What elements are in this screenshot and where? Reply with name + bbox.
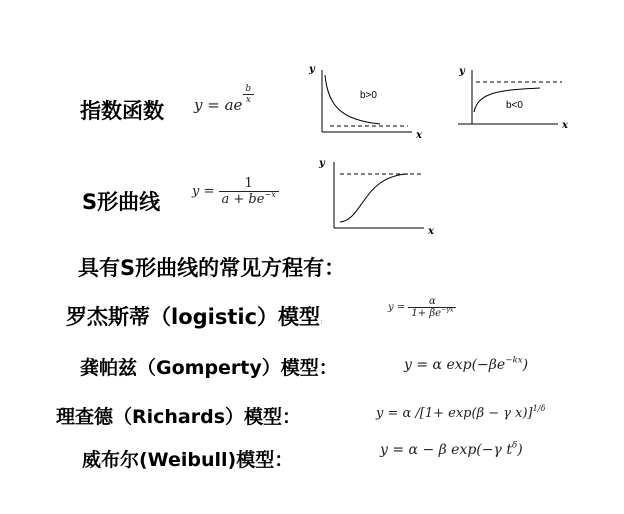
exp-function-formula	[194, 84, 254, 114]
richards-main: y = α /[1+ exp(β − γ x)]	[376, 406, 533, 421]
weibull-tail: )	[517, 442, 523, 458]
s-curve-y-label: y	[319, 158, 325, 169]
s-curve-fraction	[219, 176, 279, 207]
exp-growth-y-label: y	[459, 66, 465, 77]
logistic-den-base: 1+ βe	[411, 308, 442, 319]
richards-exp: 1/δ	[532, 403, 546, 413]
exp-decay-graph	[300, 60, 430, 144]
gompertz-formula	[404, 357, 528, 373]
section-heading: 具有S形曲线的常见方程有：	[78, 256, 346, 280]
exp-growth-x-label: x	[562, 120, 568, 131]
exp-growth-graph	[450, 62, 580, 134]
exp-formula-exponent	[242, 84, 254, 105]
exp-exponent-den: x	[243, 94, 254, 105]
logistic-formula	[388, 296, 456, 319]
weibull-main: y = α − β exp(−γ t	[380, 442, 512, 458]
s-curve-num: 1	[244, 176, 253, 191]
s-curve-den-base: a + be	[221, 192, 265, 207]
exp-decay-annotation: b>0	[360, 90, 377, 101]
logistic-fraction	[408, 296, 456, 319]
logistic-model-label	[66, 301, 326, 331]
exp-growth-annotation: b<0	[506, 100, 523, 111]
s-curve-den-exp: −x	[264, 189, 276, 199]
logistic-model-name: 罗杰斯蒂（logistic）模型	[66, 305, 321, 329]
gompertz-tail: )	[522, 357, 529, 373]
s-curve-den	[219, 191, 279, 207]
gompertz-main: y = α exp(−βe	[404, 357, 506, 373]
s-curve-lhs: y =	[192, 184, 215, 199]
exp-formula-lhs: y = ae	[194, 96, 243, 114]
s-curve-formula	[192, 176, 279, 207]
exp-function-label: 指数函数	[80, 99, 164, 123]
s-curve-graph	[318, 154, 448, 240]
weibull-exp: δ	[511, 440, 518, 451]
exp-decay-y-label: y	[309, 64, 315, 75]
logistic-lhs: y =	[388, 302, 406, 313]
richards-model-label: 理查德（Richards）模型：	[56, 406, 302, 428]
gompertz-model-label: 龚帕兹（Gomperty）模型：	[80, 357, 338, 379]
weibull-formula	[380, 442, 523, 458]
logistic-model-suffix: ：	[320, 319, 327, 326]
s-curve-x-label: x	[428, 226, 434, 237]
exp-decay-x-label: x	[416, 130, 422, 141]
richards-formula	[376, 403, 546, 421]
s-curve-label: S形曲线	[82, 190, 161, 214]
logistic-den	[408, 307, 456, 319]
logistic-num: α	[429, 296, 436, 307]
gompertz-exp: −kx	[505, 355, 523, 366]
weibull-model-label: 威布尔(Weibull)模型：	[82, 449, 294, 471]
exp-exponent-num: b	[245, 84, 252, 94]
logistic-den-exp: −γx	[441, 306, 454, 314]
